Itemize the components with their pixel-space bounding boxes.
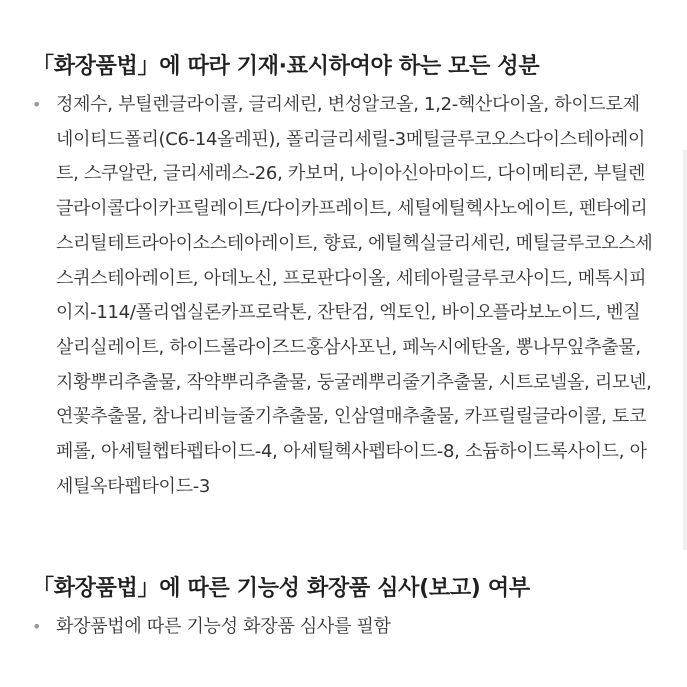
ingredients-list-text: 정제수, 부틸렌글라이콜, 글리세린, 변성알코올, 1,2-헥산다이올, 하이드로제네이티드폴리(C6-14올레핀), 폴리글리세릴-3메틸글루코오스다이스테아레이트, 스쿠알란, 글리세레스-26, 카보머, 나이아신아마이드, 다이메티콘, 부틸렌글라이콜다이카프릴레이트/다이카프레이트, 세틸에틸헥사노에이트, 펜타에리스리틸테트라아이소스테아레이트, 향료, 에틸헥실글리세린, 메틸글루코오스세스퀴스테아레이트, 아데노신, 프로판다이올, 세테아릴글루코사이드, 메톡시피이지-114/폴리엡실론카프로락톤, 잔탄검, 엑토인, 바이오플라보노이드, 벤질살리실레이트, 하이드롤라이즈드홍삼사포닌, 페녹시에탄올, 뽕나무잎추출물, 지황뿌리추출물, 작약뿌리추출물, 둥굴레뿌리줄기추출물, 시트로넬올, 리모넨, 연꽃추출물, 참나리비늘줄기추출물, 인삼열매추출물, 카프릴릴글라이콜, 토코페롤, 아세틸헵타펩타이드-4, 아세틸헥사펩타이드-8, 소듐하이드록사이드, 아세틸옥타펩타이드-3 (56, 94, 653, 497)
bullet-icon: • (32, 95, 42, 114)
bullet-icon: • (32, 617, 42, 636)
functional-review-section-title: 「화장품법」에 따른 기능성 화장품 심사(보고) 여부 (32, 576, 530, 601)
ingredients-section-title: 「화장품법」에 따라 기재·표시하여야 하는 모든 성분 (32, 54, 540, 79)
list-item (32, 610, 655, 645)
ingredients-section (32, 50, 655, 504)
list-item (32, 88, 655, 504)
functional-review-section (32, 572, 655, 645)
functional-review-text: 화장품법에 따른 기능성 화장품 심사를 필함 (56, 616, 391, 637)
scrollbar-track[interactable] (683, 150, 687, 550)
